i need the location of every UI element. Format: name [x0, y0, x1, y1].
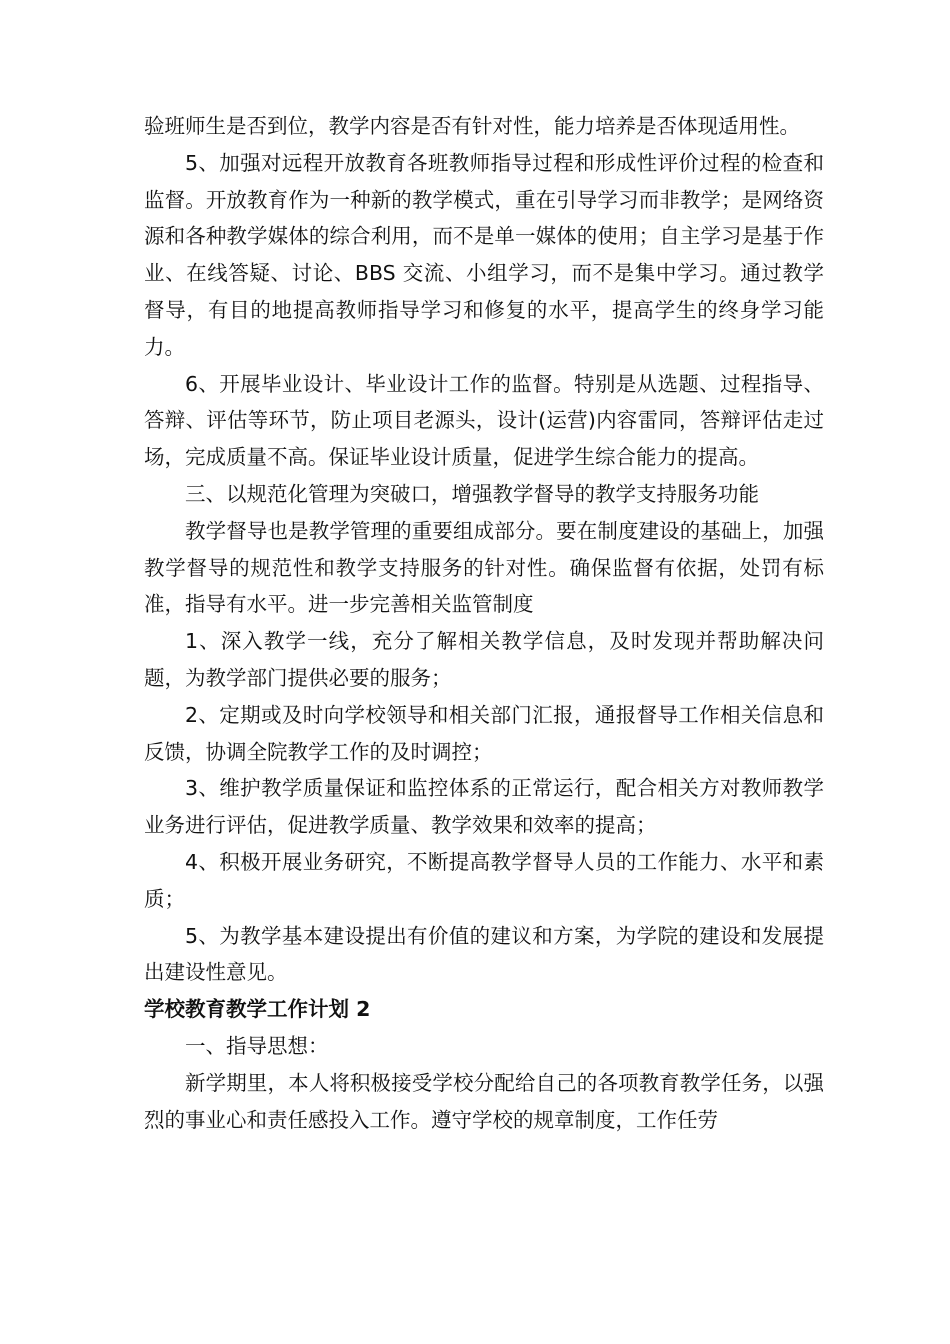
section-heading-guiding-ideology: 一、指导思想：: [185, 1033, 329, 1058]
document-body: [144, 108, 824, 1138]
paragraph-supervision-overview: 教学督导也是教学管理的重要组成部分。要在制度建设的基础上，加强教学督导的规范性和教学支持服务的针对性。确保监督有依据，处罚有标准，指导有水平。进一步完善相关监管制度: [144, 518, 824, 617]
document-title-plan-2: 学校教育教学工作计划 2: [144, 997, 371, 1022]
paragraph-new-semester: 新学期里，本人将积极接受学校分配给自己的各项教育教学任务，以强烈的事业心和责任感投入工作。遵守学校的规章制度，工作任劳: [144, 1070, 824, 1132]
paragraph-item-6-graduation-design: 6、开展毕业设计、毕业设计工作的监督。特别是从选题、过程指导、答辩、评估等环节，防止项目老源头，设计(运营)内容雷同，答辩评估走过场，完成质量不高。保证毕业设计质量，促进学生综合能力的提高。: [144, 371, 824, 470]
list-item-3: 3、维护教学质量保证和监控体系的正常运行，配合相关方对教师教学业务进行评估，促进教学质量、教学效果和效率的提高；: [144, 776, 824, 838]
list-item-4: 4、积极开展业务研究，不断提高教学督导人员的工作能力、水平和素质；: [144, 849, 824, 911]
list-item-1: 1、深入教学一线，充分了解相关教学信息，及时发现并帮助解决问题，为教学部门提供必要的服务；: [144, 629, 824, 690]
paragraph-continuation: 验班师生是否到位，教学内容是否有针对性，能力培养是否体现适用性。: [144, 114, 800, 138]
paragraph-item-5-distance-education: 5、加强对远程开放教育各班教师指导过程和形成性评价过程的检查和监督。开放教育作为一种新的教学模式，重在引导学习而非教学；是网络资源和各种教学媒体的综合利用，而不是单一媒体的使用；自主学习是基于作业、在线答疑、讨论、BBS 交流、小组学习，而不是集中学习。通过教学督导，有目的地提高教师指导学习和修复的水平，提高学生的终身学习能力。: [144, 150, 824, 359]
section-heading-three: 三、以规范化管理为突破口，增强教学督导的教学支持服务功能: [185, 481, 759, 506]
list-item-2: 2、定期或及时向学校领导和相关部门汇报，通报督导工作相关信息和反馈，协调全院教学工作的及时调控；: [144, 702, 824, 764]
list-item-5: 5、为教学基本建设提出有价值的建议和方案，为学院的建设和发展提出建设性意见。: [144, 923, 824, 985]
